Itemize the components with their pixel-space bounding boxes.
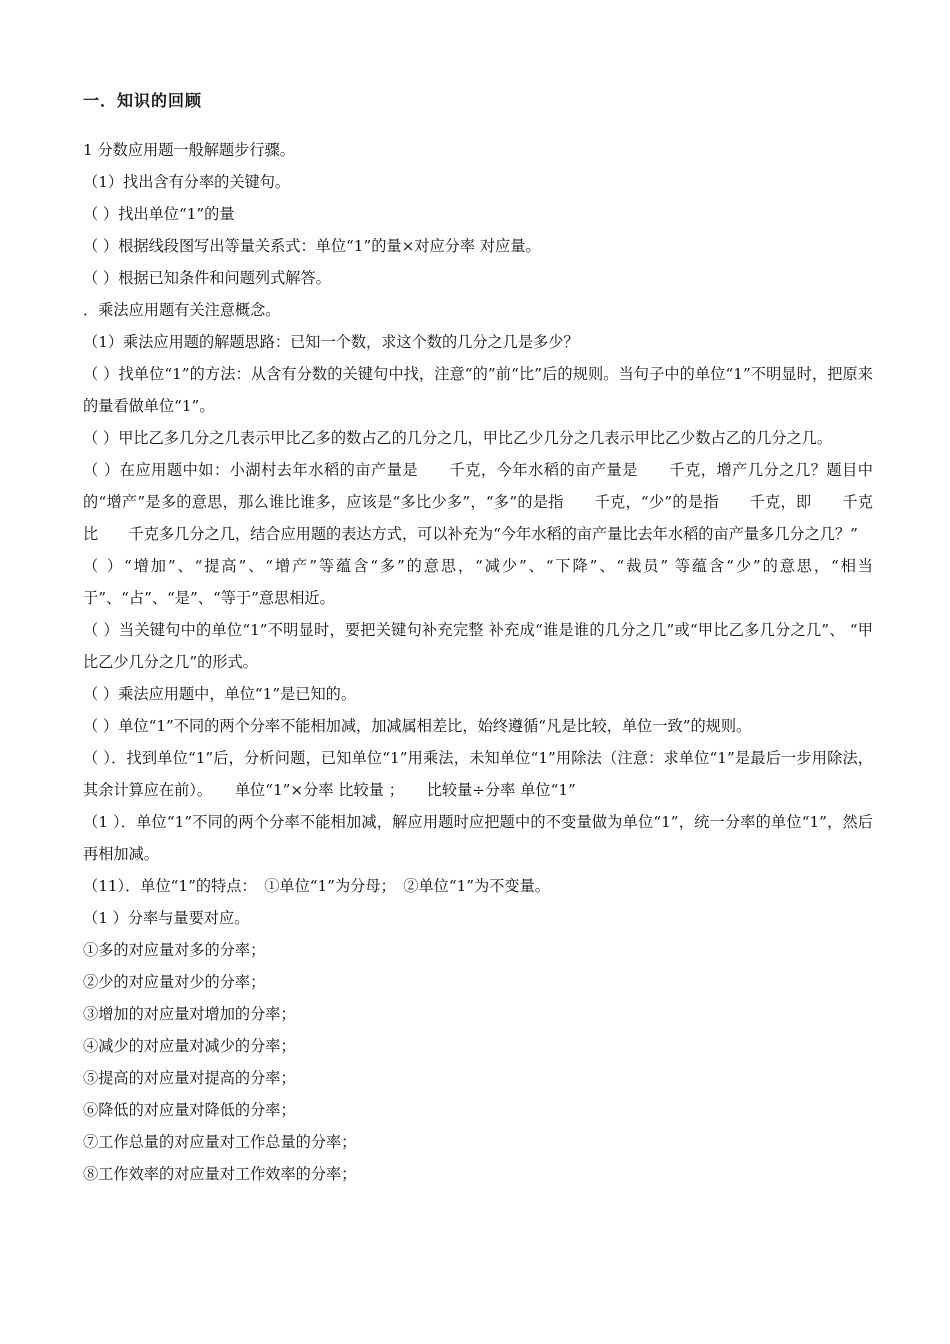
paragraph-concept-12: （1 ）分率与量要对应。	[83, 909, 250, 927]
list-item-correspondence-7: ⑦工作总量的对应量对工作总量的分率；	[83, 1133, 357, 1151]
paragraph-concept-2: （ ）找单位“1”的方法：从含有分数的关键句中找，注意“的”前“比”后的规则。当句子中的单位“1”不明显时，把原来的量看做单位“1”。	[83, 365, 873, 415]
paragraph-concept-7: （ ）乘法应用题中，单位“1”是已知的。	[83, 685, 357, 703]
paragraph-concept-4: （ ）在应用题中如：小湖村去年水稻的亩产量是 千克，今年水稻的亩产量是 千克，增产几分之几？题目中的“增产”是多的意思，那么谁比谁多，应该是“多比少多”，“多”的是指 千克，“少”的是指 千克，即 千克比 千克多几分之几，结合应用题的表达方式，可以补充为“今年水稻的亩产量比去年水稻的亩产量多几分之几？”	[83, 461, 873, 543]
paragraph-concept-11: （11）．单位“1”的特点： ①单位“1”为分母； ②单位“1”为不变量。	[83, 877, 550, 895]
paragraph-concept-10: （1 ）．单位“1”不同的两个分率不能相加减，解应用题时应把题中的不变量做为单位“1”，统一分率的单位“1”，然后再相加减。	[83, 813, 873, 863]
paragraph-step-intro: 1 分数应用题一般解题步行骤。	[83, 141, 295, 159]
paragraph-concept-5: （ ）“增加”、“提高”、“增产”等蕴含“多”的意思，“减少”、“下降”、“裁员” 等蕴含“少”的意思，“相当于”、“占”、“是”、“等于”意思相近。	[83, 557, 873, 607]
paragraph-multiplication-intro: ．乘法应用题有关注意概念。	[83, 301, 281, 319]
paragraph-concept-8: （ ）单位“1”不同的两个分率不能相加减，加减属相差比，始终遵循“凡是比较，单位一致”的规则。	[83, 717, 752, 735]
list-item-correspondence-1: ①多的对应量对多的分率；	[83, 941, 266, 959]
list-item-correspondence-6: ⑥降低的对应量对降低的分率；	[83, 1101, 296, 1119]
section-heading: 一．知识的回顾	[83, 91, 203, 110]
paragraph-step-2: （ ）找出单位“1”的量	[83, 205, 235, 223]
paragraph-concept-6: （ ）当关键句中的单位“1”不明显时，要把关键句补充完整 补充成“谁是谁的几分之几”或“甲比乙多几分之几”、 “甲比乙少几分之几”的形式。	[83, 621, 873, 671]
paragraph-concept-9: （ ）．找到单位“1”后，分析问题，已知单位“1”用乘法，未知单位“1”用除法（注意：求单位“1”是最后一步用除法，其余计算应在前）。 单位“1”×分率 比较量 ； 比较量÷分率 单位“1”	[83, 749, 873, 799]
paragraph-concept-1: （1）乘法应用题的解题思路：已知一个数，求这个数的几分之几是多少？	[83, 333, 579, 351]
document-page	[83, 90, 873, 1190]
list-item-correspondence-4: ④减少的对应量对减少的分率；	[83, 1037, 296, 1055]
list-item-correspondence-2: ②少的对应量对少的分率；	[83, 973, 266, 991]
list-item-correspondence-3: ③增加的对应量对增加的分率；	[83, 1005, 296, 1023]
paragraph-step-4: （ ）根据已知条件和问题列式解答。	[83, 269, 331, 287]
paragraph-concept-3: （ ）甲比乙多几分之几表示甲比乙多的数占乙的几分之几，甲比乙少几分之几表示甲比乙少数占乙的几分之几。	[83, 429, 833, 447]
list-item-correspondence-5: ⑤提高的对应量对提高的分率；	[83, 1069, 296, 1087]
paragraph-step-1: （1）找出含有分率的关键句。	[83, 173, 291, 191]
paragraph-step-3: （ ）根据线段图写出等量关系式：单位“1”的量×对应分率 对应量。	[83, 237, 541, 255]
list-item-correspondence-8: ⑧工作效率的对应量对工作效率的分率；	[83, 1165, 357, 1183]
